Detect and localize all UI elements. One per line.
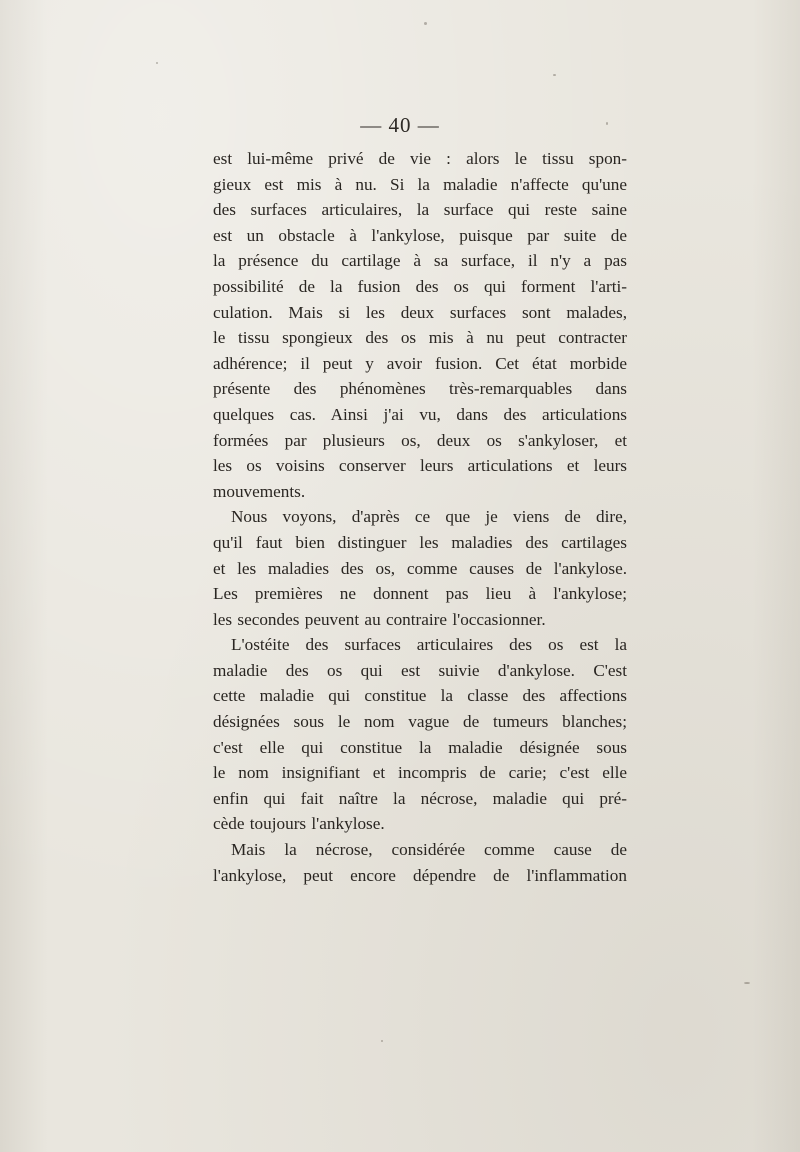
text-line: Les premières ne donnent pas lieu à l'ankylose; xyxy=(213,584,627,604)
text-line: les os voisins conserver leurs articulations et leurs xyxy=(213,456,627,476)
paper-speck xyxy=(553,74,556,76)
paper-speck xyxy=(424,22,427,25)
text-line: enfin qui fait naître la nécrose, maladie qui pré- xyxy=(213,788,627,808)
text-line: l'ankylose, peut encore dépendre de l'inflammation xyxy=(213,865,627,885)
text-line: gieux est mis à nu. Si la maladie n'affecte qu'une xyxy=(213,174,627,194)
page-number: — 40 — xyxy=(360,113,440,137)
text-line: le nom insignifiant et incompris de carie; c'est elle xyxy=(213,763,627,783)
paper-speck xyxy=(744,982,750,984)
paper-speck xyxy=(606,122,608,125)
text-line: cède toujours l'ankylose. xyxy=(213,814,385,834)
text-line: possibilité de la fusion des os qui forment l'arti- xyxy=(213,276,627,296)
paragraph-start-line: Mais la nécrose, considérée comme cause de xyxy=(231,840,627,860)
text-line: les secondes peuvent au contraire l'occasionner. xyxy=(213,609,546,629)
paper-speck xyxy=(381,1040,383,1042)
paragraph-start-line: Nous voyons, d'après ce que je viens de dire, xyxy=(231,507,627,527)
text-line: est lui-même privé de vie : alors le tissu spon- xyxy=(213,149,627,168)
text-line: présente des phénomènes très-remarquables dans xyxy=(213,379,627,399)
text-line: cette maladie qui constitue la classe des affections xyxy=(213,686,627,706)
text-line: qu'il faut bien distinguer les maladies des cartilages xyxy=(213,532,627,552)
text-line: maladie des os qui est suivie d'ankylose. C'est xyxy=(213,660,627,680)
text-line: la présence du cartilage à sa surface, il n'y a pas xyxy=(213,251,627,271)
text-line: est un obstacle à l'ankylose, puisque par suite de xyxy=(213,225,627,245)
text-line: c'est elle qui constitue la maladie désignée sous xyxy=(213,737,627,757)
text-line: quelques cas. Ainsi j'ai vu, dans des articulations xyxy=(213,404,627,424)
paragraph-start-line: L'ostéite des surfaces articulaires des os est la xyxy=(231,635,627,655)
paper-speck xyxy=(156,62,158,64)
text-line: le tissu spongieux des os mis à nu peut contracter xyxy=(213,328,627,348)
text-line: adhérence; il peut y avoir fusion. Cet état morbide xyxy=(213,353,627,373)
text-line: et les maladies des os, comme causes de l'ankylose. xyxy=(213,558,627,578)
body-text xyxy=(213,146,627,888)
text-line: des surfaces articulaires, la surface qui reste saine xyxy=(213,200,627,220)
text-line: mouvements. xyxy=(213,481,306,501)
text-line: désignées sous le nom vague de tumeurs blanches; xyxy=(213,712,627,732)
text-line: culation. Mais si les deux surfaces sont malades, xyxy=(213,302,627,322)
text-line: formées par plusieurs os, deux os s'ankyloser, et xyxy=(213,430,627,450)
